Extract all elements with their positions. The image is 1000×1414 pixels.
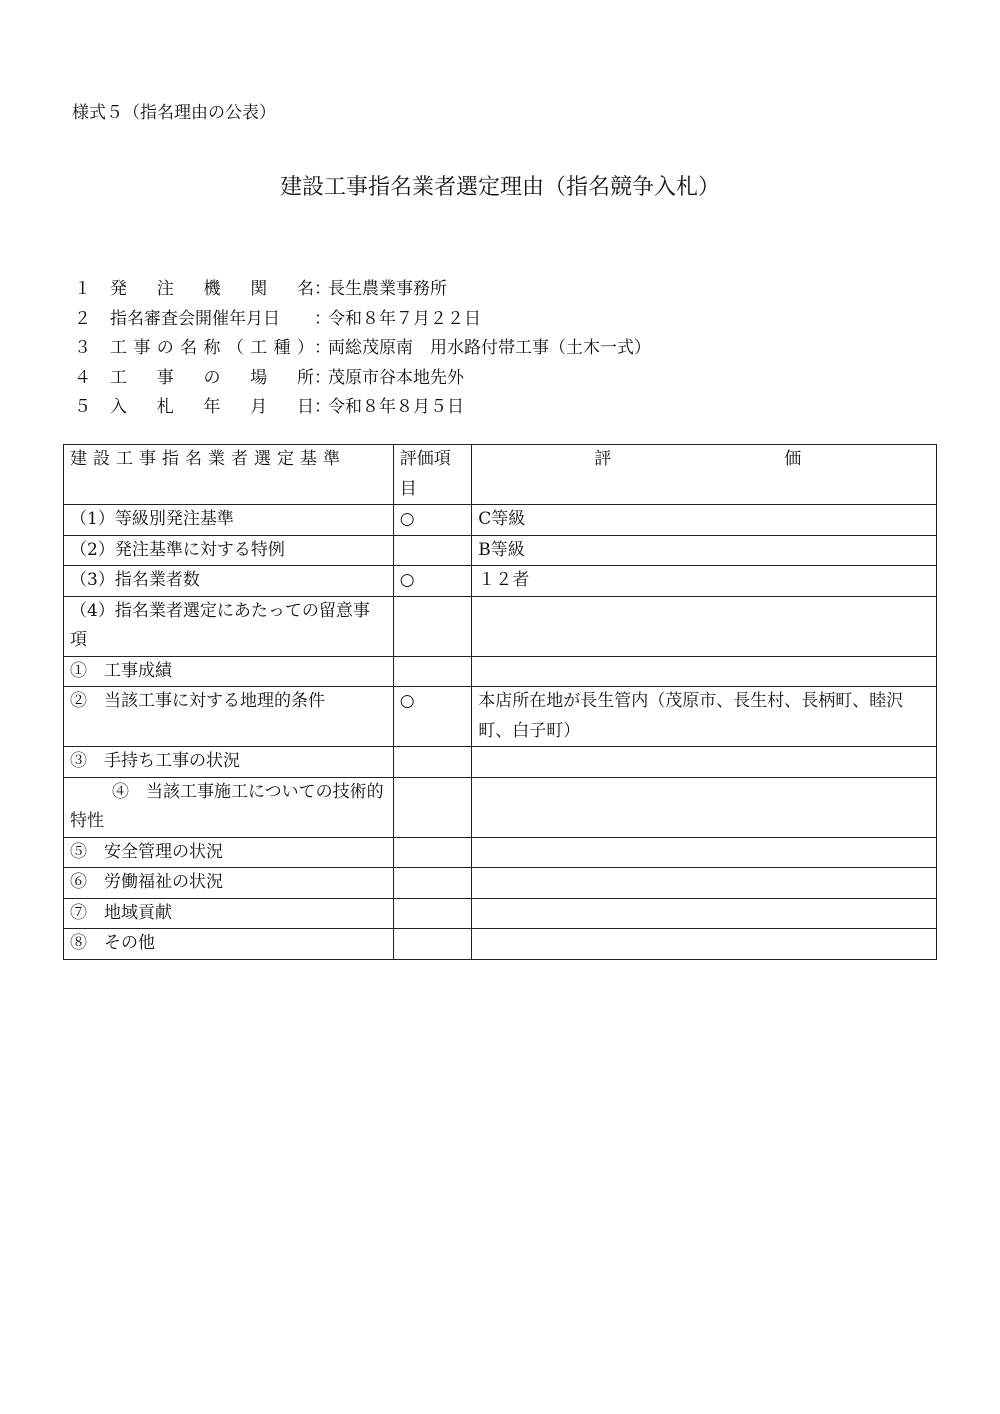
info-key: 入札年月日 — [110, 397, 314, 418]
row-mark: ○ — [393, 566, 472, 597]
table-row — [64, 868, 937, 899]
row-mark — [393, 535, 472, 566]
info-item — [74, 390, 651, 420]
header-evaluation-item: 評価項目 — [393, 445, 472, 505]
row-value — [472, 868, 937, 899]
row-label: ⑥ 労働福祉の状況 — [64, 868, 394, 899]
row-mark — [393, 898, 472, 929]
row-mark — [393, 747, 472, 778]
row-value: B等級 — [472, 535, 937, 566]
row-value — [472, 596, 937, 656]
info-key: 工事の場所 — [110, 367, 314, 388]
info-separator: ： — [314, 367, 331, 388]
row-value — [472, 747, 937, 778]
info-number: ４ — [74, 367, 91, 388]
table-row — [64, 687, 937, 747]
row-mark: ○ — [393, 505, 472, 536]
row-mark — [393, 596, 472, 656]
row-mark — [393, 777, 472, 837]
info-separator: ： — [314, 397, 331, 418]
row-label: （1）等級別発注基準 — [64, 505, 394, 536]
row-value — [472, 837, 937, 868]
table-header-row — [64, 445, 937, 505]
row-mark — [393, 929, 472, 960]
header-criteria: 建設工事指名業者選定基準 — [64, 445, 394, 505]
row-label: （2）発注基準に対する特例 — [64, 535, 394, 566]
row-label: ① 工事成績 — [64, 656, 394, 687]
info-item — [74, 361, 651, 391]
info-item — [74, 272, 651, 302]
info-value: 令和８年７月２２日 — [328, 308, 481, 329]
table-row — [64, 747, 937, 778]
info-separator: ： — [314, 308, 331, 329]
row-label: ④ 当該工事施工についての技術的特性 — [64, 777, 394, 837]
row-value: １２者 — [472, 566, 937, 597]
row-value — [472, 898, 937, 929]
table-row — [64, 777, 937, 837]
row-value — [472, 656, 937, 687]
document-title: 建設工事指名業者選定理由（指名競争入札） — [279, 175, 720, 200]
info-key: 発注機関名 — [110, 279, 314, 300]
info-value: 長生農業事務所 — [328, 279, 447, 300]
info-value: 両総茂原南 用水路付帯工事（土木一式） — [328, 338, 651, 359]
table-row — [64, 656, 937, 687]
table-row — [64, 566, 937, 597]
header-evaluation-char-1: 評 — [594, 449, 612, 469]
row-value: C等級 — [472, 505, 937, 536]
table-row — [64, 898, 937, 929]
info-item — [74, 331, 651, 361]
info-separator: ： — [314, 338, 331, 359]
info-number: １ — [74, 279, 91, 300]
row-mark: ○ — [393, 687, 472, 747]
row-label: ⑧ その他 — [64, 929, 394, 960]
row-label: ⑦ 地域貢献 — [64, 898, 394, 929]
row-value — [472, 929, 937, 960]
info-number: ２ — [74, 308, 91, 329]
row-label: ② 当該工事に対する地理的条件 — [64, 687, 394, 747]
row-mark — [393, 656, 472, 687]
info-separator: ： — [314, 279, 331, 300]
selection-criteria-table — [63, 444, 937, 960]
table-row — [64, 929, 937, 960]
row-label: ③ 手持ち工事の状況 — [64, 747, 394, 778]
header-evaluation — [472, 445, 937, 505]
row-label: （4）指名業者選定にあたっての留意事項 — [64, 596, 394, 656]
info-number: ５ — [74, 397, 91, 418]
form-label: 様式５（指名理由の公表） — [72, 103, 276, 123]
row-label: ⑤ 安全管理の状況 — [64, 837, 394, 868]
row-mark — [393, 868, 472, 899]
project-info-list — [74, 272, 651, 420]
table-row — [64, 505, 937, 536]
row-mark — [393, 837, 472, 868]
table-row — [64, 837, 937, 868]
table-row — [64, 535, 937, 566]
info-value: 茂原市谷本地先外 — [328, 367, 464, 388]
info-key: 指名審査会開催年月日 — [110, 308, 280, 329]
row-value — [472, 777, 937, 837]
table-row — [64, 596, 937, 656]
info-item — [74, 302, 651, 332]
header-evaluation-char-2: 価 — [784, 449, 802, 469]
info-value: 令和８年８月５日 — [328, 397, 464, 418]
info-number: ３ — [74, 338, 91, 359]
row-label: （3）指名業者数 — [64, 566, 394, 597]
row-value: 本店所在地が長生管内（茂原市、長生村、長柄町、睦沢町、白子町） — [472, 687, 937, 747]
info-key: 工事の名称（工種） — [110, 338, 314, 359]
